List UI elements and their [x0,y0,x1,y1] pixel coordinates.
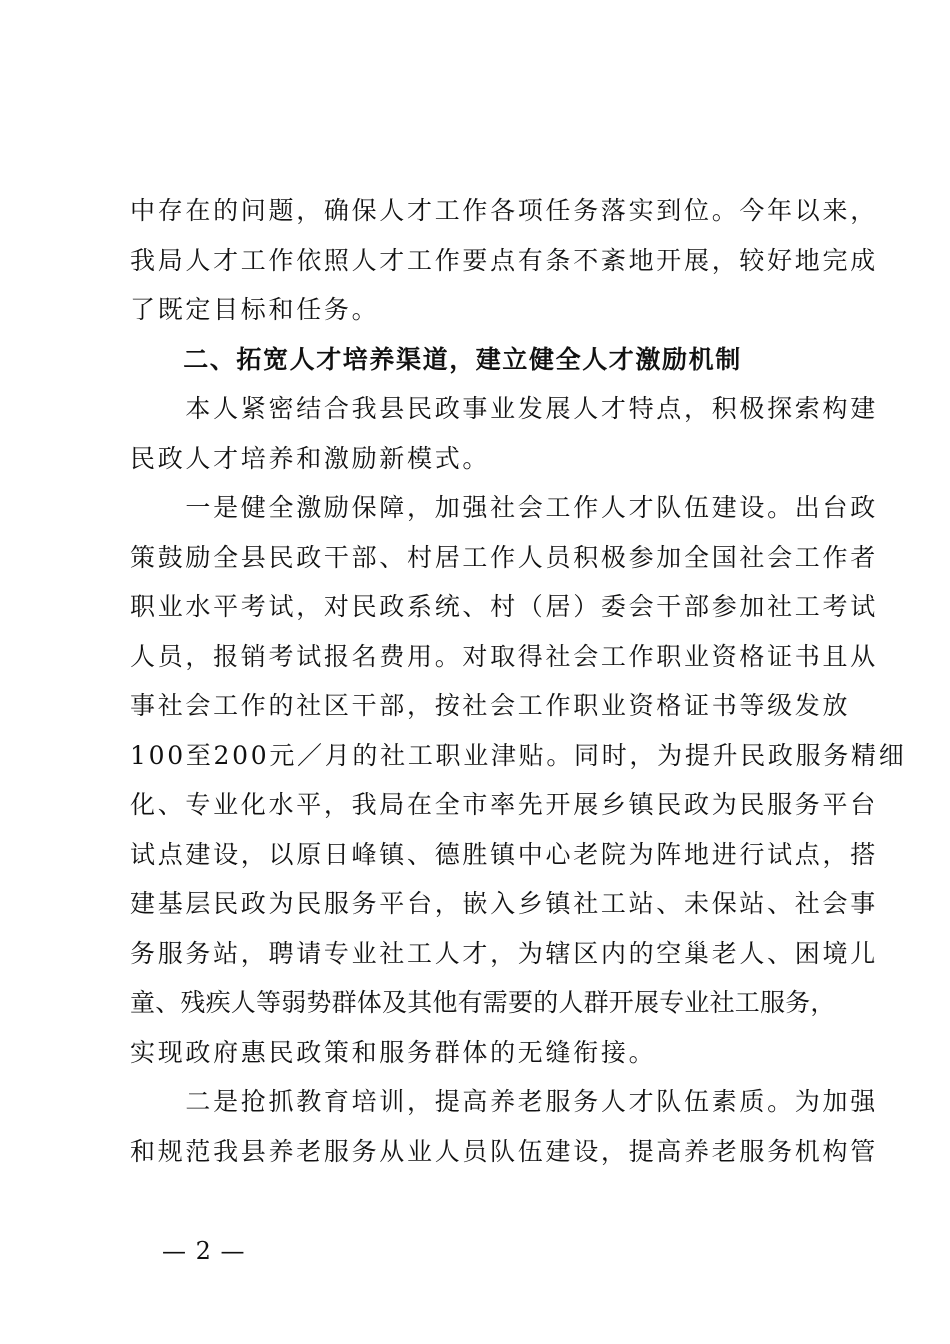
text-line: 职业水平考试，对民政系统、村（居）委会干部参加社工考试 [130,592,878,621]
text-line: 我局人才工作依照人才工作要点有条不紊地开展，较好地完成 [130,245,878,275]
text-line: 民政人才培养和激励新模式。 [130,443,491,473]
text-line: 建基层民政为民服务平台，嵌入乡镇社工站、未保站、社会事 [130,889,878,918]
section-heading: 二、拓宽人才培养渠道，建立健全人才激励机制 [130,344,742,374]
text-line: 100至200元／月的社工职业津贴。同时，为提升民政服务精细 [130,740,907,770]
text-line: 人员，报销考试报名费用。对取得社会工作职业资格证书且从 [130,641,878,671]
text-line: 事社会工作的社区干部，按社会工作职业资格证书等级发放 [130,691,851,720]
text-line: 和规范我县养老服务从业人员队伍建设，提高养老服务机构管 [130,1136,878,1166]
text-line: 策鼓励全县民政干部、村居工作人员积极参加全国社会工作者 [130,542,878,572]
page-number: — 2 — [162,1237,246,1265]
text-line: 试点建设，以原日峰镇、德胜镇中心老院为阵地进行试点，搭 [130,839,878,869]
text-line: 一是健全激励保障，加强社会工作人才队伍建设。出台政 [130,493,878,522]
text-line: 中存在的问题，确保人才工作各项任务落实到位。今年以来， [130,196,878,225]
text-line: 化、专业化水平，我局在全市率先开展乡镇民政为民服务平台 [130,790,878,819]
text-line: 二是抢抓教育培训，提高养老服务人才队伍素质。为加强 [130,1087,878,1116]
body-text [130,186,907,1176]
text-line: 了既定目标和任务。 [130,295,380,324]
text-line: 实现政府惠民政策和服务群体的无缝衔接。 [130,1037,657,1067]
text-line: 务服务站，聘请专业社工人才，为辖区内的空巢老人、困境儿 [130,938,878,968]
text-line: 童、残疾人等弱势群体及其他有需要的人群开展专业社工服务， [130,988,836,1017]
text-line: 本人紧密结合我县民政事业发展人才特点，积极探索构建 [130,394,878,423]
